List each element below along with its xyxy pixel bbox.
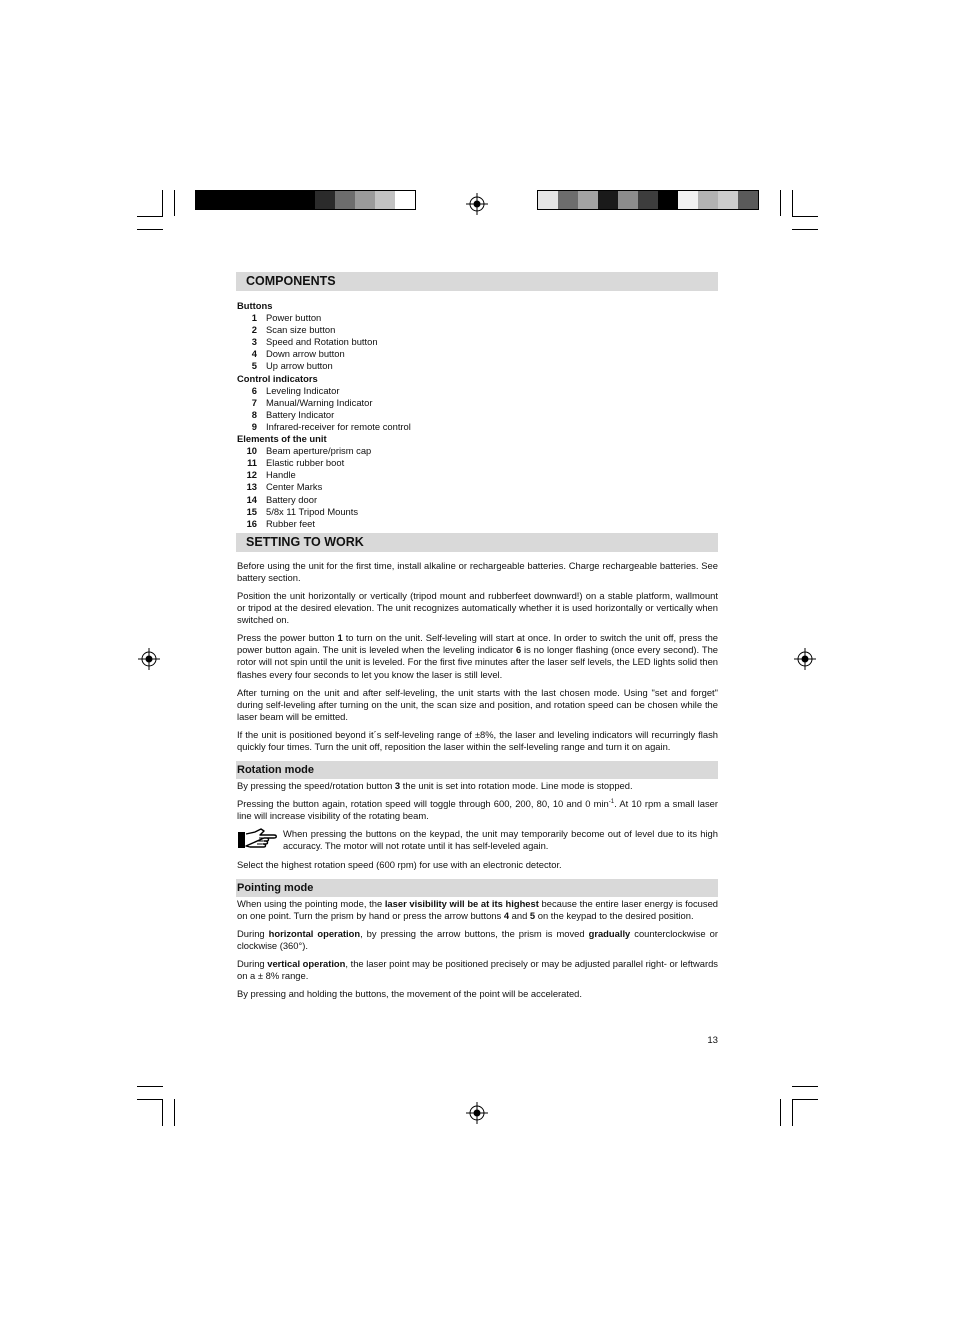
component-group-label: Buttons [237,300,273,311]
item-label: Beam aperture/prism cap [266,445,372,457]
color-swatch [578,191,598,209]
item-label: Speed and Rotation button [266,336,378,348]
list-item [237,445,718,457]
paragraph: Pressing the button again, rotation speed will toggle through 600, 200, 80, 10 and 0 $\min^{-1}$. At 10 rpm a small laser line will increase visibility of the rotating beam. [237,798,718,822]
note-text: When pressing the buttons on the keypad, the unit may temporarily become out of level due to its high accuracy. The motor will not rotate until it has self-leveled again. [283,828,718,852]
list-item [237,312,718,324]
item-number: 16 [246,517,257,529]
list-item [237,481,718,493]
list-item [237,397,718,409]
crosshair-registration-icon [466,1102,488,1124]
item-number: 4 [251,348,257,360]
list-item [237,324,718,336]
color-swatch [738,191,758,209]
note-callout [237,828,718,852]
item-label: Manual/Warning Indicator [266,396,373,408]
list-item [237,506,718,518]
color-swatch [718,191,738,209]
paragraph: When using the pointing mode, the laser visibility will be at its highest because the entire laser energy is focused on one point. Turn the prism by hand or press the arrow buttons 4 and 5 on the keypad to the desired position. [237,897,718,921]
list-item [237,469,718,481]
item-number: 8 [251,408,257,420]
crosshair-registration-icon [466,193,488,215]
subsection-heading-rotation-mode: Rotation mode [236,761,718,779]
paragraph: Before using the unit for the first time, install alkaline or rechargeable batteries. Charge rechargeable batteries. See battery section. [237,559,718,583]
item-number: 10 [246,445,257,457]
item-label: Rubber feet [266,517,315,529]
color-swatch [335,191,355,209]
section-heading-setting-to-work: SETTING TO WORK [236,533,718,552]
list-item [237,385,718,397]
color-swatch [658,191,678,209]
item-label: Battery door [266,493,318,505]
color-swatch [375,191,395,209]
item-number: 13 [246,481,257,493]
list-item [237,348,718,360]
subsection-heading-pointing-mode: Pointing mode [236,879,718,897]
item-label: Down arrow button [266,348,345,360]
color-swatch [678,191,698,209]
paragraph: After turning on the unit and after self-leveling, the unit starts with the last chosen mode. Using "set and forget" during self-leveling after turning on the unit, the scan size and position, and rotation speed can be chosen while the laser beam will be emitted. [237,686,718,722]
color-swatch [698,191,718,209]
crosshair-registration-icon [794,648,816,670]
paragraph: Press the power button 1 to turn on the unit. Self-leveling will start at once. In order to switch the unit off, press the power button again. The unit is leveled when the leveling indicator 6 is no longer flashing (once every second). The rotor will not spin until the unit is leveled. For the first five minutes after the laser self levels, the LED lights solid then flashes every four seconds to let you know the laser is still level. [237,632,719,680]
item-number: 5 [251,360,257,372]
list-item [237,518,718,530]
item-label: Battery Indicator [266,408,335,420]
color-swatch [236,191,256,209]
setting-to-work-body [237,560,718,753]
paragraph: By pressing and holding the buttons, the movement of the point will be accelerated. [237,988,583,1000]
item-label: Infrared-receiver for remote control [266,420,411,432]
page-number: 13 [707,1035,718,1046]
item-label: Up arrow button [266,360,333,372]
color-swatch [296,191,316,209]
color-swatch [196,191,216,209]
item-number: 11 [247,457,257,469]
list-item [237,457,718,469]
item-number: 1 [251,312,257,324]
color-swatch [638,191,658,209]
list-item [237,409,718,421]
item-number: 3 [251,336,257,348]
item-number: 15 [246,505,257,517]
pointing-hand-icon [237,828,281,850]
color-calibration-bar-right [537,190,759,210]
page-content [237,272,718,1000]
color-swatch [538,191,558,209]
item-label: Leveling Indicator [266,384,340,396]
color-swatch [216,191,236,209]
item-number: 6 [251,384,257,396]
item-label: Scan size button [266,324,336,336]
crosshair-registration-icon [138,648,160,670]
color-swatch [276,191,296,209]
item-label: Power button [266,312,322,324]
item-number: 12 [246,469,257,481]
color-swatch [256,191,276,209]
list-item [237,494,718,506]
item-label: Center Marks [266,481,323,493]
paragraph: If the unit is positioned beyond it´s self-leveling range of ±8%, the laser and leveling indicators will recurringly flash quickly four times. Turn the unit off, reposition the laser within the self-leveling range and turn it on again. [237,728,718,752]
item-label: Handle [266,469,296,481]
component-group-label: Elements of the unit [237,433,327,445]
rotation-mode-body [237,780,718,871]
paragraph: Position the unit horizontally or vertically (tripod mount and rubberfeet downward!) on a stable platform, wallmount or tripod at the desired elevation. The unit recognizes automatically whether it is used horizontally or vertically when switched on. [237,589,718,626]
list-item [237,360,718,372]
paragraph: During horizontal operation, by pressing the arrow buttons, the prism is moved gradually counterclockwise or clockwise (360°). [237,927,718,951]
item-number: 2 [251,324,257,336]
paragraph: By pressing the speed/rotation button 3 the unit is set into rotation mode. Line mode is stopped. [237,780,633,792]
components-list [237,300,718,530]
paragraph: Select the highest rotation speed (600 rpm) for use with an electronic detector. [237,858,562,870]
item-number: 7 [251,396,257,408]
item-label: Elastic rubber boot [266,457,345,469]
item-number: 14 [246,493,257,505]
item-label: 5/8x 11 Tripod Mounts [266,505,359,517]
component-group-label: Control indicators [237,372,318,384]
color-swatch [395,191,415,209]
list-item [237,336,718,348]
item-number: 9 [251,420,257,432]
section-heading-components: COMPONENTS [236,272,718,291]
paragraph: During vertical operation, the laser point may be positioned precisely or may be adjusted parallel right- or leftwards on a ± 8% range. [237,958,718,982]
color-calibration-bar-left [195,190,416,210]
color-swatch [355,191,375,209]
color-swatch [598,191,618,209]
color-swatch [558,191,578,209]
color-swatch [618,191,638,209]
color-swatch [315,191,335,209]
pointing-mode-body [237,898,718,1001]
list-item [237,421,718,433]
